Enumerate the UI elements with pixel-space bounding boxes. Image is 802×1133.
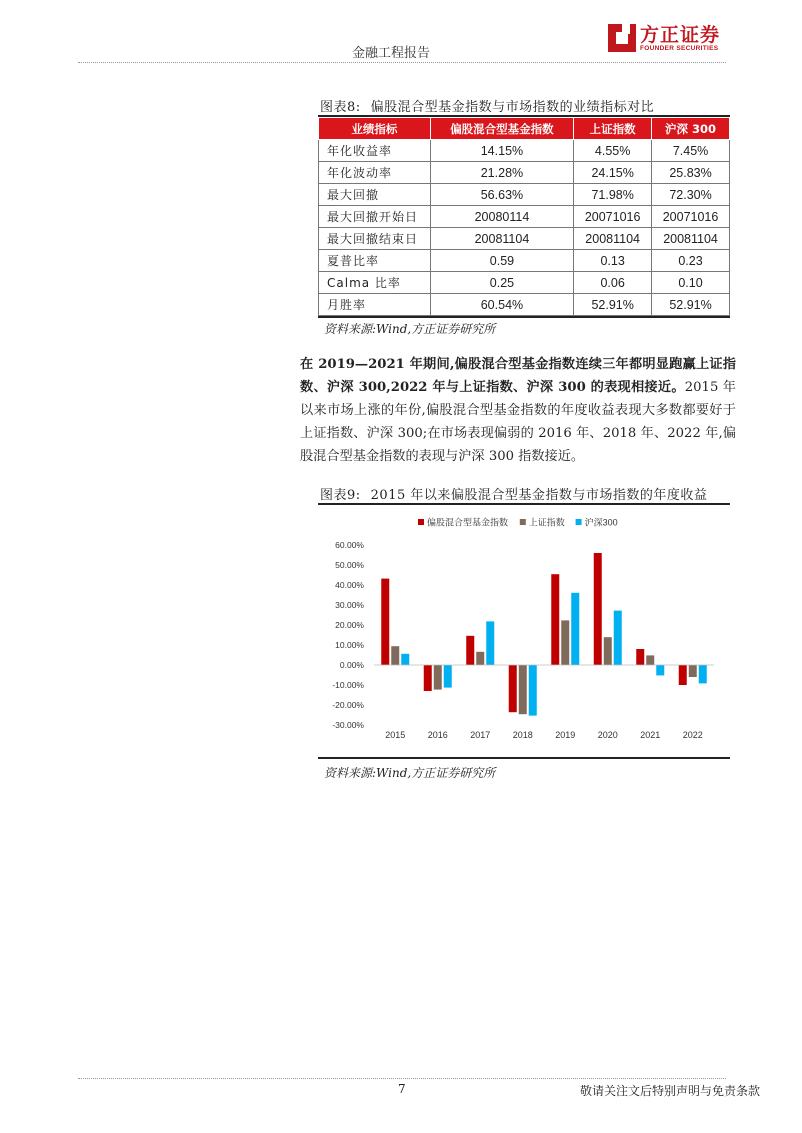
company-logo [608,24,720,52]
chart-figure-label: 图表9: [320,488,361,503]
table-figure-caption: 偏股混合型基金指数与市场指数的业绩指标对比 [370,100,655,115]
bar [401,654,409,665]
bar [656,665,664,675]
page-number: 7 [398,1082,406,1096]
row-label: 月胜率 [319,294,431,316]
legend-label: 沪深300 [584,517,618,528]
row-label: Calma 比率 [319,272,431,294]
y-tick-label: -20.00% [332,700,364,710]
table-row [319,294,730,316]
table-cell: 0.59 [430,250,574,272]
bar [381,579,389,665]
legend-label: 上证指数 [528,517,565,528]
table-figure-label: 图表8: [320,100,361,115]
table-cell: 20071016 [652,206,730,228]
y-tick-label: -30.00% [332,720,364,730]
disclaimer: 敬请关注文后特别声明与免责条款 [580,1084,761,1098]
chart-source: 资料来源:Wind,方正证券研究所 [324,766,496,780]
x-tick-label: 2020 [597,730,618,740]
chart-figure-title [320,484,707,503]
table-cell: 52.91% [574,294,652,316]
y-tick-label: -10.00% [332,680,364,690]
table-cell: 0.23 [652,250,730,272]
table-row [319,140,730,162]
table-cell: 7.45% [652,140,730,162]
table-cell: 72.30% [652,184,730,206]
table-cell: 60.54% [430,294,574,316]
bar [486,621,494,665]
body-paragraph [300,353,736,468]
table-cell: 20080114 [430,206,574,228]
bar [571,593,579,665]
bar [434,665,442,690]
y-tick-label: 60.00% [335,540,364,550]
bar [519,665,527,714]
table-cell: 0.13 [574,250,652,272]
table-row [319,228,730,250]
footer-divider [78,1078,726,1079]
table-row [319,206,730,228]
y-tick-label: 40.00% [335,580,364,590]
table-bottom-rule [318,316,730,318]
annual-return-chart [318,506,730,756]
bar [509,665,517,712]
bar [476,652,484,665]
chart-top-rule [318,503,730,505]
table-cell: 14.15% [430,140,574,162]
legend-swatch [520,519,526,525]
table-cell: 71.98% [574,184,652,206]
logo-cn: 方正证券 [640,23,721,46]
logo-mark-icon [608,24,636,52]
table-cell: 56.63% [430,184,574,206]
row-label: 最大回撤开始日 [319,206,431,228]
table-row [319,272,730,294]
bar [594,553,602,665]
table-cell: 21.28% [430,162,574,184]
table-cell: 20071016 [574,206,652,228]
paragraph-normal: 2015 年以来市场上涨的年份,偏股混合型基金指数的年度收益表现大多数都要好于上证指数、沪深 300;在市场表现偏弱的 2016 年、2018 年、2022 年,偏股混合型基金指数的表现与沪深 300 指数接近。 [300,380,736,464]
chart-figure-caption: 2015 年以来偏股混合型基金指数与市场指数的年度收益 [370,488,708,503]
legend-label: 偏股混合型基金指数 [427,517,509,528]
paragraph-bold: 在 2019—2021 年期间,偏股混合型基金指数连续三年都明显跑赢上证指数、沪深 300,2022 年与上证指数、沪深 300 的表现相接近。 [300,357,736,395]
bar [604,637,612,665]
logo-en: FOUNDER SECURITIES [640,44,719,52]
y-tick-label: 0.00% [339,660,364,670]
table-figure-title [320,96,654,115]
performance-table [318,117,730,316]
legend-swatch [418,519,424,525]
bar [646,655,654,665]
bar [679,665,687,685]
chart-bottom-rule [318,757,730,759]
x-tick-label: 2018 [512,730,533,740]
table-cell: 20081104 [652,228,730,250]
header-divider [78,62,726,63]
bar [551,574,559,665]
table-row [319,162,730,184]
bar [561,620,569,665]
x-tick-label: 2017 [470,730,491,740]
y-tick-label: 50.00% [335,560,364,570]
table-row [319,250,730,272]
table-header-row [319,118,730,140]
bar [699,665,707,683]
bar [614,611,622,665]
table-source: 资料来源:Wind,方正证券研究所 [324,322,496,336]
row-label: 最大回撤结束日 [319,228,431,250]
report-type: 金融工程报告 [352,46,431,61]
table-cell: 25.83% [652,162,730,184]
row-label: 最大回撤 [319,184,431,206]
table-cell: 0.25 [430,272,574,294]
column-header: 上证指数 [574,118,652,140]
y-tick-label: 20.00% [335,620,364,630]
y-tick-label: 30.00% [335,600,364,610]
table-cell: 20081104 [430,228,574,250]
column-header: 偏股混合型基金指数 [430,118,574,140]
bar [689,665,697,677]
bar [636,649,644,665]
bar [466,636,474,665]
column-header: 沪深 300 [652,118,730,140]
bar [424,665,432,691]
table-cell: 24.15% [574,162,652,184]
table-cell: 4.55% [574,140,652,162]
column-header: 业绩指标 [319,118,431,140]
x-tick-label: 2016 [427,730,448,740]
x-tick-label: 2019 [555,730,576,740]
x-tick-label: 2022 [682,730,703,740]
bar [444,665,452,688]
table-cell: 52.91% [652,294,730,316]
table-row [319,184,730,206]
table-cell: 20081104 [574,228,652,250]
table-cell: 0.10 [652,272,730,294]
row-label: 夏普比率 [319,250,431,272]
table-cell: 0.06 [574,272,652,294]
row-label: 年化波动率 [319,162,431,184]
bar [529,665,537,716]
y-tick-label: 10.00% [335,640,364,650]
row-label: 年化收益率 [319,140,431,162]
legend-swatch [576,519,582,525]
x-tick-label: 2015 [385,730,406,740]
bar [391,646,399,665]
x-tick-label: 2021 [640,730,661,740]
